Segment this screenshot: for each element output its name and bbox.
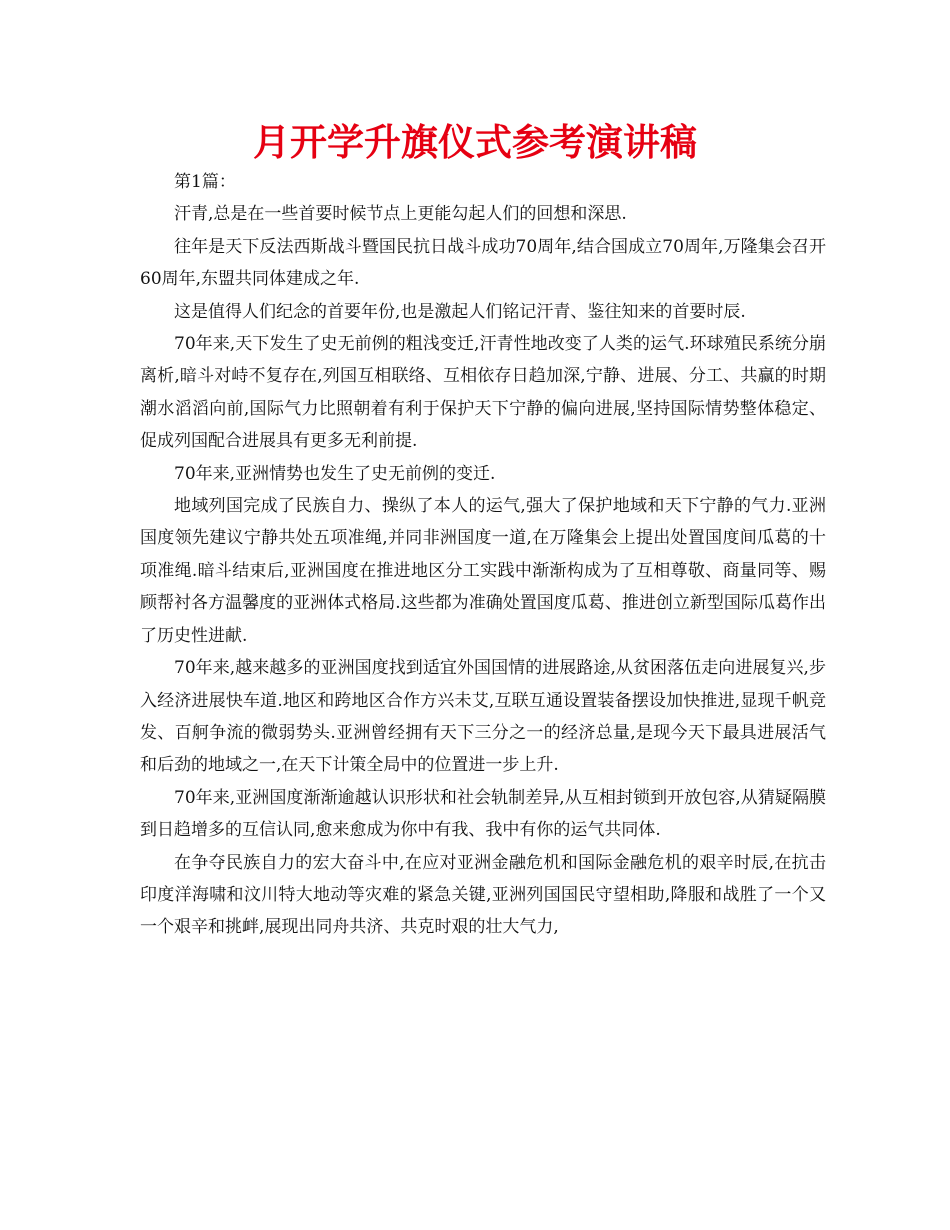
paragraph: 70年来,亚洲国度渐渐逾越认识形状和社会轨制差异,从互相封锁到开放包容,从猜疑隔膜到日趋增多的互信认同,愈来愈成为你中有我、我中有你的运气共同体. <box>140 787 826 841</box>
section-heading: 第1篇： <box>174 172 236 192</box>
document-body <box>140 166 826 944</box>
paragraph: 这是值得人们纪念的首要年份,也是激起人们铭记汗青、鉴往知来的首要时辰. <box>174 301 746 322</box>
paragraph: 地域列国完成了民族自力、操纵了本人的运气,强大了保护地域和天下宁静的气力.亚洲国度领先建议宁静共处五项准绳,并同非洲国度一道,在万隆集会上提出处置国度间瓜葛的十项准绳.暗斗结束后,亚洲国度在推进地区分工实践中渐渐构成为了互相尊敬、商量同等、赐顾帮衬各方温馨度的亚洲体式格局.这些都为准确处置国度瓜葛、推进创立新型国际瓜葛作出了历史性进献. <box>140 496 826 646</box>
paragraph: 70年来,亚洲情势也发生了史无前例的变迁. <box>174 463 496 484</box>
document-title: 月开学升旗仪式参考演讲稿 <box>253 121 697 164</box>
paragraph: 70年来,越来越多的亚洲国度找到适宜外国国情的进展路途,从贫困落伍走向进展复兴,步入经济进展快车道.地区和跨地区合作方兴未艾,互联互通设置装备摆设加快推进,显现千帆竞发、百舸争流的微弱势头.亚洲曾经拥有天下三分之一的经济总量,是现今天下最具进展活气和后劲的地域之一,在天下计策全局中的位置进一步上升. <box>140 658 826 776</box>
paragraph: 在争夺民族自力的宏大奋斗中,在应对亚洲金融危机和国际金融危机的艰辛时辰,在抗击印度洋海啸和汶川特大地动等灾难的紧急关键,亚洲列国国民守望相助,降服和战胜了一个又一个艰辛和挑衅,展现出同舟共济、共克时艰的壮大气力, <box>140 852 826 938</box>
paragraph: 往年是天下反法西斯战斗暨国民抗日战斗成功70周年,结合国成立70周年,万隆集会召开60周年,东盟共同体建成之年. <box>140 236 826 290</box>
paragraph: 70年来,天下发生了史无前例的粗浅变迁,汗青性地改变了人类的运气.环球殖民系统分崩离析,暗斗对峙不复存在,列国互相联络、互相依存日趋加深,宁静、进展、分工、共赢的时期潮水滔滔向前,国际气力比照朝着有利于保护天下宁静的偏向进展,坚持国际情势整体稳定、促成列国配合进展具有更多无利前提. <box>140 334 826 452</box>
paragraph: 汗青,总是在一些首要时候节点上更能勾起人们的回想和深思. <box>174 204 627 225</box>
